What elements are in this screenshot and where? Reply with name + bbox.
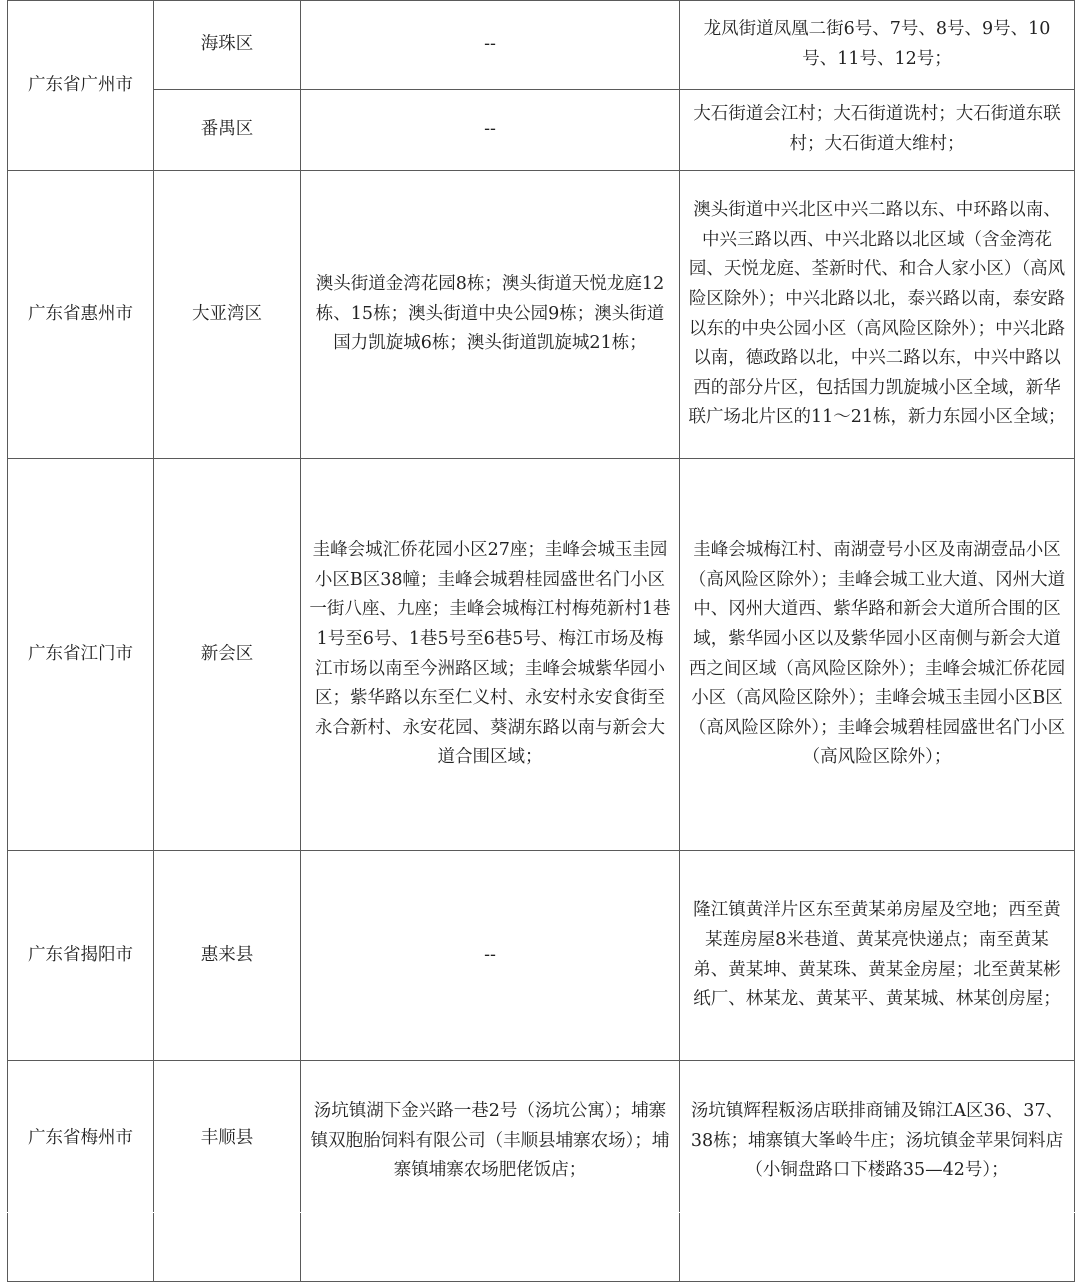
table-row [8,1061,1075,1282]
district-cell: 丰顺县 [154,1061,301,1282]
mid-risk-cell: 隆江镇黄洋片区东至黄某弟房屋及空地；西至黄某莲房屋8米巷道、黄某亮快递点；南至黄某弟、黄某坤、黄某珠、黄某金房屋；北至黄某彬纸厂、林某龙、黄某平、黄某城、林某创房屋； [680,851,1075,1061]
high-risk-cell: -- [301,1,680,90]
district-cell: 大亚湾区 [154,171,301,459]
city-cell: 广东省惠州市 [8,171,154,459]
table-row [8,90,1075,171]
city-cell: 广东省广州市 [8,1,154,171]
district-cell: 惠来县 [154,851,301,1061]
high-risk-cell: 汤坑镇湖下金兴路一巷2号（汤坑公寓）；埔寨镇双胞胎饲料有限公司（丰顺县埔寨农场）；埔寨镇埔寨农场肥佬饭店； [301,1061,680,1282]
table-row [8,1,1075,90]
high-risk-cell: 澳头街道金湾花园8栋；澳头街道天悦龙庭12栋、15栋；澳头街道中央公园9栋；澳头街道国力凯旋城6栋；澳头街道凯旋城21栋； [301,171,680,459]
high-risk-cell: 圭峰会城汇侨花园小区27座；圭峰会城玉圭园小区B区38幢；圭峰会城碧桂园盛世名门小区一街八座、九座；圭峰会城梅江村梅苑新村1巷1号至6号、1巷5号至6巷5号、梅江市场及梅江市场以南至今洲路区域；圭峰会城紫华园小区；紫华路以东至仁义村、永安村永安食街至永合新村、永安花园、葵湖东路以南与新会大道合围区域； [301,459,680,851]
table-row [8,459,1075,851]
district-cell: 番禺区 [154,90,301,171]
risk-area-table [7,0,1075,1282]
mid-risk-cell: 汤坑镇辉程粄汤店联排商铺及锦江A区36、37、38栋；埔寨镇大峯岭牛庄；汤坑镇金苹果饲料店（小铜盘路口下楼路35—42号）； [680,1061,1075,1282]
table-row [8,851,1075,1061]
district-cell: 海珠区 [154,1,301,90]
city-cell: 广东省揭阳市 [8,851,154,1061]
high-risk-cell: -- [301,851,680,1061]
city-cell: 广东省梅州市 [8,1061,154,1282]
district-cell: 新会区 [154,459,301,851]
city-cell: 广东省江门市 [8,459,154,851]
table-row [8,171,1075,459]
mid-risk-cell: 龙凤街道凤凰二街6号、7号、8号、9号、10号、11号、12号； [680,1,1075,90]
mid-risk-cell: 圭峰会城梅江村、南湖壹号小区及南湖壹品小区（高风险区除外）；圭峰会城工业大道、冈州大道中、冈州大道西、紫华路和新会大道所合围的区域，紫华园小区以及紫华园小区南侧与新会大道西之间区域（高风险区除外）；圭峰会城汇侨花园小区（高风险区除外）；圭峰会城玉圭园小区B区（高风险区除外）；圭峰会城碧桂园盛世名门小区（高风险区除外）； [680,459,1075,851]
mid-risk-cell: 大石街道会江村；大石街道诜村；大石街道东联村；大石街道大维村； [680,90,1075,171]
mid-risk-cell: 澳头街道中兴北区中兴二路以东、中环路以南、中兴三路以西、中兴北路以北区域（含金湾花园、天悦龙庭、荃新时代、和合人家小区）（高风险区除外）；中兴北路以北，泰兴路以南，泰安路以东的中央公园小区（高风险区除外）；中兴北路以南，德政路以北，中兴二路以东，中兴中路以西的部分片区，包括国力凯旋城小区全域，新华联广场北片区的11～21栋，新力东园小区全域； [680,171,1075,459]
high-risk-cell: -- [301,90,680,171]
